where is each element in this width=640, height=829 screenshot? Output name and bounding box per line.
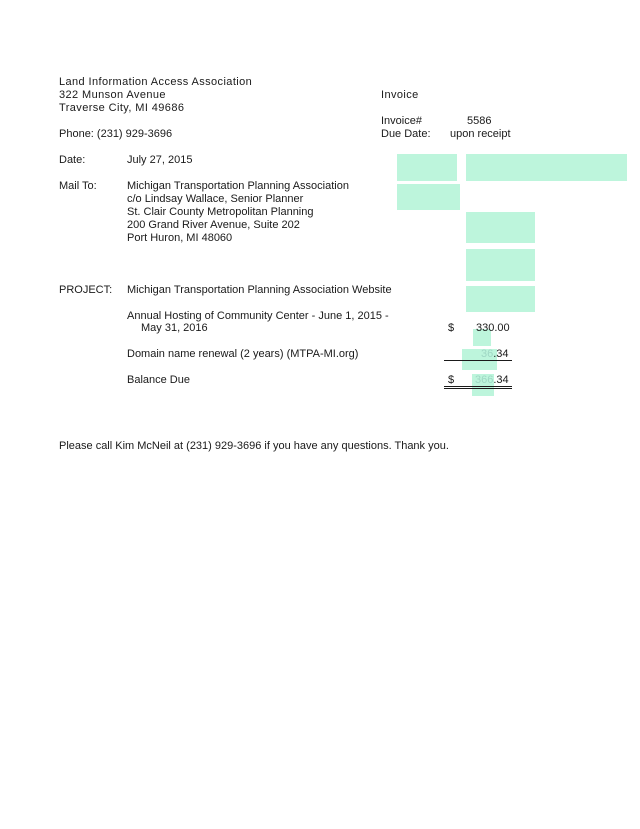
- mail-to-line: 200 Grand River Avenue, Suite 202: [127, 219, 300, 231]
- mail-to-line: Michigan Transportation Planning Association: [127, 180, 349, 192]
- project-value: Michigan Transportation Planning Association Website: [127, 284, 392, 296]
- line-item-amount-faint: 36: [481, 348, 494, 360]
- mail-to-line: Port Huron, MI 48060: [127, 232, 233, 244]
- date-label: Date:: [59, 154, 86, 166]
- mail-to-line: c/o Lindsay Wallace, Senior Planner: [127, 193, 304, 205]
- balance-amount-faint: 366: [475, 374, 494, 386]
- highlight-field[interactable]: [466, 212, 535, 243]
- due-date-label: Due Date:: [381, 128, 431, 140]
- invoice-title: Invoice: [381, 89, 419, 101]
- sender-phone: Phone: (231) 929-3696: [59, 128, 173, 140]
- line-item-currency: $: [448, 322, 455, 334]
- sender-name: Land Information Access Association: [59, 76, 253, 88]
- sender-street: 322 Munson Avenue: [59, 89, 166, 101]
- balance-currency: $: [448, 374, 455, 386]
- highlight-field[interactable]: [466, 286, 535, 312]
- highlight-field[interactable]: [466, 249, 535, 281]
- highlight-field[interactable]: [397, 184, 460, 210]
- line-item-description: Domain name renewal (2 years) (MTPA-MI.org): [127, 348, 359, 360]
- line-item-amount-rest: .34: [493, 348, 509, 360]
- highlight-field[interactable]: [466, 154, 627, 181]
- subtotal-rule: [444, 360, 512, 361]
- total-double-rule: [444, 388, 512, 389]
- invoice-number: 5586: [467, 115, 492, 127]
- due-date-value: upon receipt: [450, 128, 511, 140]
- line-item-amount: 330.00: [476, 322, 510, 334]
- mail-to-line: St. Clair County Metropolitan Planning: [127, 206, 314, 218]
- date-value: July 27, 2015: [127, 154, 193, 166]
- line-item-description: Annual Hosting of Community Center - June 1, 2015 -: [127, 310, 389, 322]
- balance-amount-rest: .34: [493, 374, 509, 386]
- line-item-description: May 31, 2016: [141, 322, 208, 334]
- sender-city: Traverse City, MI 49686: [59, 102, 185, 114]
- mail-to-label: Mail To:: [59, 180, 97, 192]
- total-double-rule: [444, 386, 512, 387]
- project-label: PROJECT:: [59, 284, 113, 296]
- highlight-field[interactable]: [397, 154, 457, 181]
- footer-note: Please call Kim McNeil at (231) 929-3696 if you have any questions. Thank you.: [59, 440, 449, 452]
- balance-label: Balance Due: [127, 374, 190, 386]
- invoice-number-label: Invoice#: [381, 115, 422, 127]
